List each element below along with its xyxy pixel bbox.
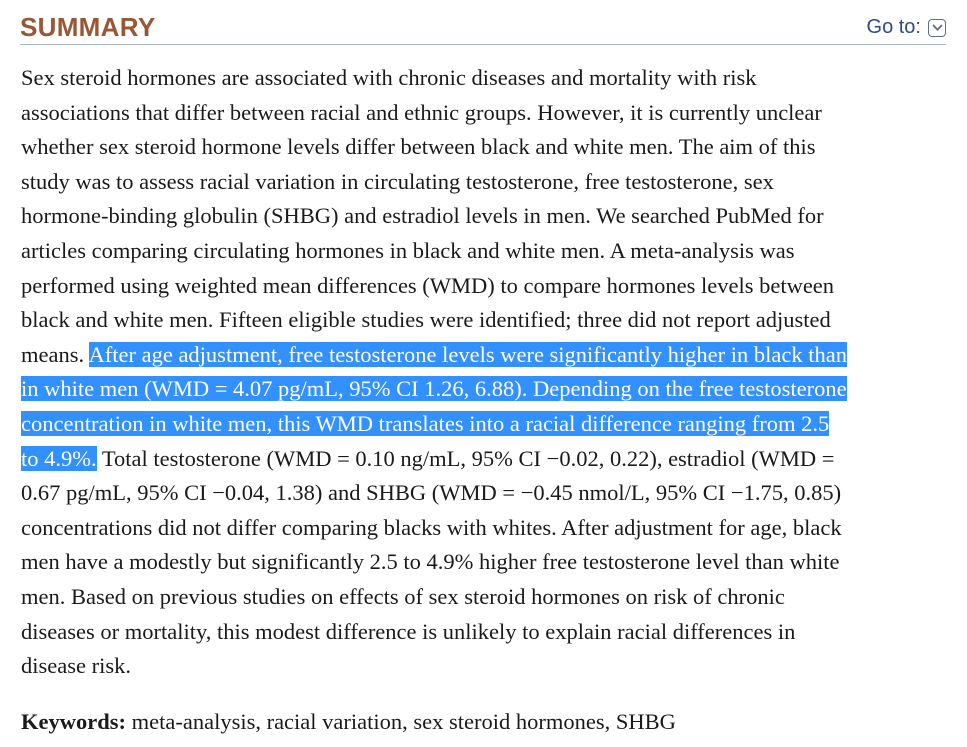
section-title: SUMMARY [20,12,156,42]
keywords-label: Keywords: [21,709,126,734]
section-header [20,10,946,45]
abstract-text: means. [21,341,89,367]
abstract-line: study was to assess racial variation in circulating testosterone, free testosterone, sex [21,168,774,194]
abstract-line: men have a modestly but significantly 2.5 to 4.9% higher free testosterone level than white [21,549,840,575]
abstract-line: men. Based on previous studies on effects of sex steroid hormones on risk of chronic [21,583,785,609]
abstract-line [21,442,951,477]
abstract-line [21,372,951,407]
abstract-line: disease risk. [21,653,131,679]
goto-label[interactable]: Go to: [866,16,921,38]
abstract-line [21,407,951,442]
abstract-line: Sex steroid hormones are associated with chronic diseases and mortality with risk [21,65,757,90]
chevron-down-icon[interactable] [928,19,946,37]
abstract-line: 0.67 pg/mL, 95% CI −0.04, 1.38) and SHBG (WMD = −0.45 nmol/L, 95% CI −1.75, 0.85) [21,480,842,506]
abstract-line [21,338,951,373]
abstract-line: performed using weighted mean differences (WMD) to compare hormones levels between [21,272,835,298]
abstract-line: whether sex steroid hormone levels differ between black and white men. The aim of this [21,134,816,160]
abstract-line: articles comparing circulating hormones in black and white men. A meta-analysis was [21,237,795,263]
selected-text: to 4.9%. [21,445,97,471]
abstract-text: Total testosterone (WMD = 0.10 ng/mL, 95% CI −0.02, 0.22), estradiol (WMD = [96,445,835,471]
keywords-value: meta-analysis, racial variation, sex steroid hormones, SHBG [126,709,676,734]
selected-text: in white men (WMD = 4.07 pg/mL, 95% CI 1.26, 6.88). Depending on the free testosterone [21,376,847,402]
keywords-line [21,705,676,739]
abstract-line: concentrations did not differ comparing blacks with whites. After adjustment for age, black [21,514,842,540]
abstract-line: diseases or mortality, this modest difference is unlikely to explain racial differences in [21,618,796,644]
goto-menu[interactable] [867,16,946,39]
abstract-line: black and white men. Fifteen eligible studies were identified; three did not report adjusted [21,307,831,333]
abstract-line: hormone-binding globulin (SHBG) and estradiol levels in men. We searched PubMed for [21,203,824,229]
abstract-paragraph [21,61,951,684]
abstract-line: associations that differ between racial and ethnic groups. However, it is currently unclear [21,99,822,125]
selected-text: concentration in white men, this WMD translates into a racial difference ranging from 2.5 [21,410,830,436]
selected-text: After age adjustment, free testosterone levels were significantly higher in black than [88,341,847,367]
